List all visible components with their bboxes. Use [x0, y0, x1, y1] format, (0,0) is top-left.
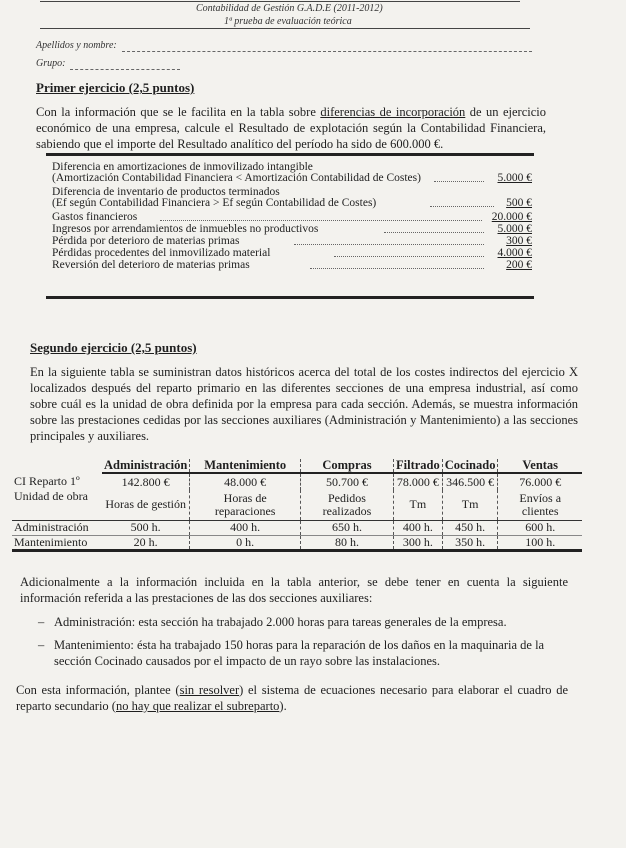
- table1-label: Diferencia en amortizaciones de inmovilizado intangible: [52, 161, 313, 173]
- table1-value: 500 €: [506, 197, 532, 209]
- table2-header-cell: Compras: [300, 459, 393, 473]
- table2-cell: 450 h.: [442, 520, 498, 535]
- leader-dots: [334, 247, 484, 257]
- bullet-item: – Mantenimiento: ésta ha trabajado 150 horas para la reparación de los daños en la maquinaria de la sección Cocinado causados por el impacto de un rayo sobre las instalaciones.: [38, 637, 566, 669]
- ex2-intro: En la siguiente tabla se suministran datos históricos acerca del total de los costes indirectos del ejercicio X localizados después del reparto primario en las diferentes secciones de una empresa industrial, así como sobre cuál es la unidad de obra definida por la empresa para cada sección. Además, se muestra información sobre las prestaciones cedidas por las secciones auxiliares (Administración y Mantenimiento) a las secciones principales y auxiliares.: [30, 365, 578, 443]
- table2-header-cell: Ventas: [498, 459, 582, 473]
- table2-row: [12, 535, 582, 550]
- group-line[interactable]: [70, 69, 180, 71]
- table2-row: [12, 490, 582, 520]
- table2-cell: Horas de gestión: [102, 490, 190, 520]
- table1-top-rule: [46, 153, 534, 156]
- table1-value: 4.000 €: [497, 247, 532, 259]
- table2-header-cell: [12, 459, 102, 473]
- course-title: Contabilidad de Gestión G.A.D.E (2011-2012): [196, 3, 383, 14]
- table1-label: (Ef según Contabilidad Financiera > Ef según Contabilidad de Costes): [52, 197, 377, 209]
- table2: [12, 459, 582, 552]
- leader-dots: [160, 211, 482, 221]
- closing-text: ).: [279, 699, 287, 713]
- table1-row: [52, 161, 532, 172]
- ex1-intro-underlined: diferencias de incorporación: [320, 105, 466, 119]
- leader-dots: [434, 172, 484, 182]
- table1-value: 5.000 €: [497, 223, 532, 235]
- table1: [52, 161, 532, 271]
- table2-cell: Horas de reparaciones: [190, 490, 301, 520]
- table2-cell: Administración: [12, 520, 102, 535]
- table1-row: [52, 223, 532, 235]
- name-label: Apellidos y nombre:: [36, 40, 117, 51]
- table1-label: Reversión del deterioro de materias primas: [52, 259, 250, 271]
- table2-cell: 80 h.: [300, 535, 393, 550]
- bullet-item: – Administración: esta sección ha trabajado 2.000 horas para tareas generales de la empresa.: [38, 614, 566, 630]
- table2-cell: Envíos a clientes: [498, 490, 582, 520]
- table1-row: [52, 197, 532, 211]
- table1-row: [52, 172, 532, 186]
- closing-text: Con esta información, plantee (: [16, 683, 180, 697]
- table1-row: [52, 247, 532, 259]
- table2-cell: CI Reparto 1º: [14, 474, 80, 488]
- header-rule: [40, 28, 530, 29]
- table2-cell: 600 h.: [498, 520, 582, 535]
- table2-row: [12, 473, 582, 490]
- ex1-title: Primer ejercicio (2,5 puntos): [36, 80, 195, 95]
- table1-label: Pérdidas procedentes del inmovilizado material: [52, 247, 271, 259]
- leader-dots: [384, 223, 484, 233]
- leader-dots: [310, 259, 484, 269]
- table1-row: [52, 186, 532, 197]
- ex2-closing: [16, 682, 568, 714]
- table1-label: Gastos financieros: [52, 211, 138, 223]
- header-rule: [40, 1, 520, 2]
- table1-bottom-rule: [46, 296, 534, 299]
- table2-header-cell: Cocinado: [442, 459, 498, 473]
- ex2-additional: Adicionalmente a la información incluida en la tabla anterior, se debe tener en cuenta la siguiente información referida a las prestaciones de las dos secciones auxiliares:: [20, 575, 568, 605]
- table2-cell: 0 h.: [190, 535, 301, 550]
- closing-underlined: sin resolver: [179, 683, 240, 697]
- closing-underlined: no hay que realizar el subreparto: [115, 699, 280, 713]
- table2-cell: 350 h.: [442, 535, 498, 550]
- table2-cell: 100 h.: [498, 535, 582, 550]
- table2-header-row: [12, 459, 582, 473]
- table2-cell: Unidad de obra: [12, 490, 102, 520]
- table1-value: 300 €: [506, 235, 532, 247]
- table1-row: [52, 211, 532, 223]
- ex1-intro-text: de un ejercicio económico de una empresa, calcule el Resultado de explotación según la Contabilidad Financiera, sabiendo que el importe del Resultado analítico del período ha sido de 600.000 €.: [36, 105, 547, 151]
- table2-cell: 300 h.: [394, 535, 443, 550]
- table2-row: [12, 520, 582, 535]
- table2-cell: 78.000 €: [394, 473, 443, 490]
- table2-cell: 20 h.: [102, 535, 190, 550]
- table1-label: Ingresos por arrendamientos de inmuebles no productivos: [52, 223, 319, 235]
- table2-cell: 142.800 €: [121, 474, 170, 489]
- table2-header-cell: Administración: [102, 459, 190, 473]
- table1-value: 200 €: [506, 259, 532, 271]
- table1-label: Pérdida por deterioro de materias primas: [52, 235, 240, 247]
- table1-label: Diferencia de inventario de productos terminados: [52, 186, 280, 198]
- table2-cell: 48.000 €: [190, 473, 301, 490]
- group-label: Grupo:: [36, 58, 66, 69]
- table2-cell: 76.000 €: [498, 473, 582, 490]
- name-line[interactable]: [122, 51, 532, 53]
- table1-value: 5.000 €: [497, 172, 532, 184]
- closing-text: ) el sistema de ecuaciones necesario para elaborar el cuadro de reparto secundario (: [16, 683, 568, 713]
- table2-cell: 50.700 €: [300, 473, 393, 490]
- ex1-intro: [36, 104, 546, 152]
- table2-cell: Pedidos realizados: [300, 490, 393, 520]
- table2-cell: 650 h.: [300, 520, 393, 535]
- table2-header-cell: Filtrado: [394, 459, 443, 473]
- table1-row: [52, 235, 532, 247]
- table2-cell: 500 h.: [102, 520, 190, 535]
- table1-label: (Amortización Contabilidad Financiera < Amortización Contabilidad de Costes): [52, 172, 421, 184]
- table2-cell: 346.500 €: [442, 473, 498, 490]
- leader-dots: [430, 197, 494, 207]
- ex2-bullets: [38, 614, 566, 676]
- table2-cell: Mantenimiento: [12, 535, 102, 550]
- leader-dots: [294, 235, 484, 245]
- exam-title: 1ª prueba de evaluación teórica: [224, 16, 352, 27]
- table1-value: 20.000 €: [491, 211, 532, 223]
- ex2-title: Segundo ejercicio (2,5 puntos): [30, 340, 197, 355]
- table2-header-cell: Mantenimiento: [190, 459, 301, 473]
- table2-cell: 400 h.: [190, 520, 301, 535]
- table2-cell: Tm: [442, 490, 498, 520]
- table1-row: [52, 259, 532, 271]
- table2-cell: Tm: [394, 490, 443, 520]
- ex1-intro-text: Con la información que se le facilita en la tabla sobre: [36, 105, 321, 119]
- table2-cell: 400 h.: [394, 520, 443, 535]
